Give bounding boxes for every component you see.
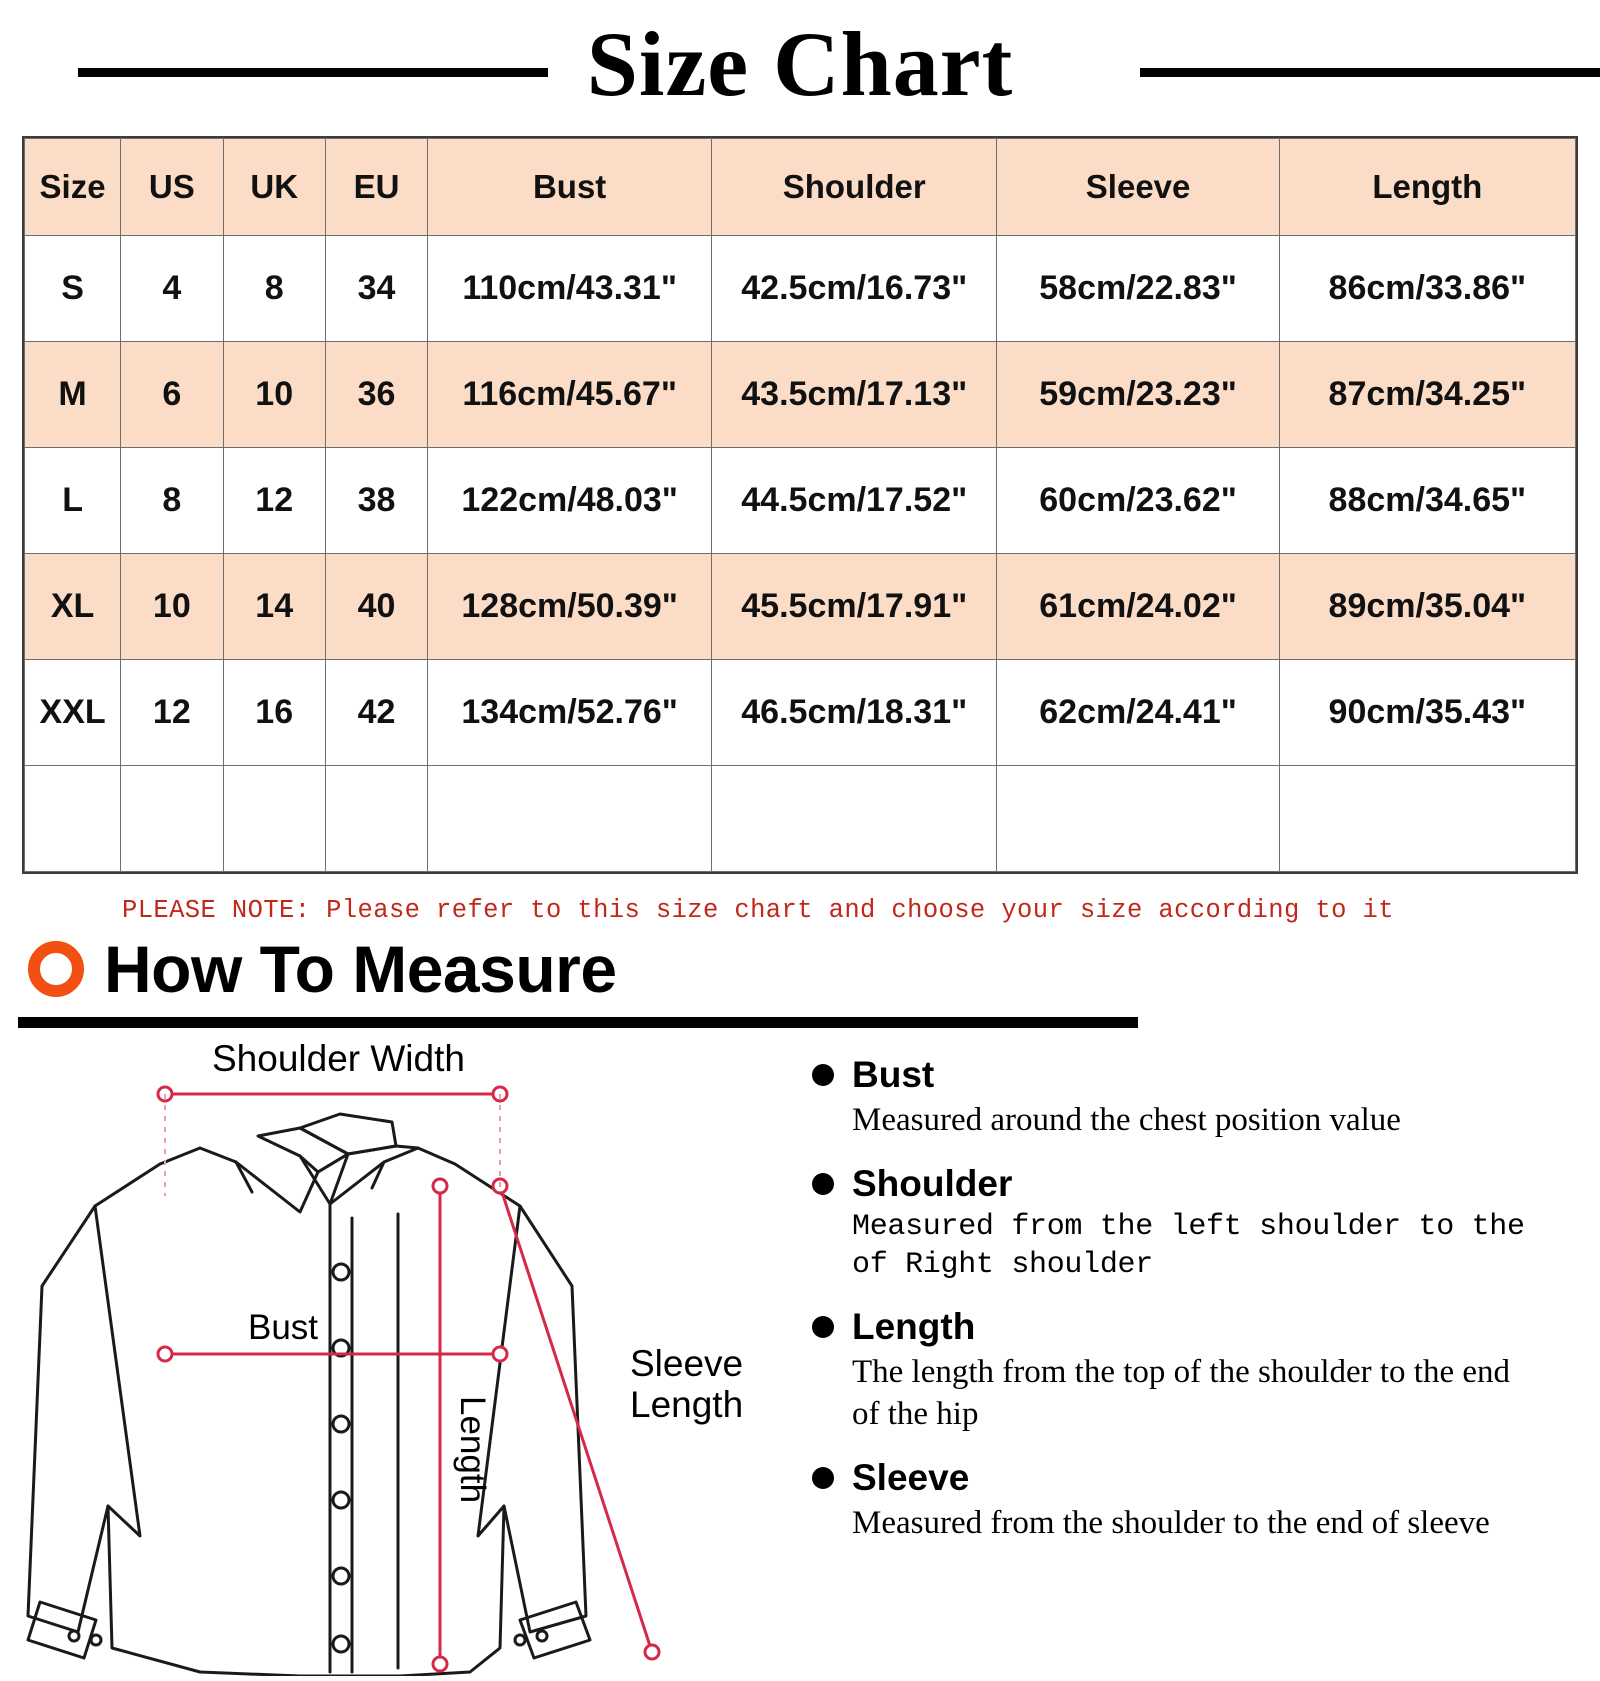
cell-shoulder: 45.5cm/17.91" <box>712 554 997 660</box>
cell-us: 10 <box>121 554 223 660</box>
desc-term-bust: Bust <box>852 1054 935 1095</box>
shirt-measurement-diagram <box>0 1036 800 1676</box>
list-item <box>812 1457 1570 1544</box>
label-shoulder-width: Shoulder Width <box>212 1038 465 1079</box>
circle-bullet-icon <box>28 941 84 997</box>
desc-text-shoulder: Measured from the left shoulder to the of Right shoulder <box>852 1210 1525 1282</box>
desc-term-length: Length <box>852 1306 976 1348</box>
cell-length: 87cm/34.25" <box>1279 342 1575 448</box>
list-item <box>812 1306 1570 1435</box>
table-row <box>25 342 1576 448</box>
table-header-row <box>25 139 1576 236</box>
cell-sleeve: 60cm/23.62" <box>997 448 1279 554</box>
desc-text-length: The length from the top of the shoulder to the end of the hip <box>852 1354 1511 1432</box>
cell-us: 6 <box>121 342 223 448</box>
cell-shoulder: 46.5cm/18.31" <box>712 660 997 766</box>
cell-eu: 38 <box>325 448 427 554</box>
label-sleeve-length <box>630 1344 743 1425</box>
table-row <box>25 236 1576 342</box>
cell-shoulder: 43.5cm/17.13" <box>712 342 997 448</box>
cell-sleeve: 61cm/24.02" <box>997 554 1279 660</box>
cell-sleeve: 62cm/24.41" <box>997 660 1279 766</box>
column-header-size: Size <box>25 139 121 236</box>
cell-eu: 36 <box>325 342 427 448</box>
cell-length: 90cm/35.43" <box>1279 660 1575 766</box>
cell-shoulder: 42.5cm/16.73" <box>712 236 997 342</box>
bullet-dot-icon <box>812 1173 834 1195</box>
desc-head <box>812 1306 1570 1348</box>
strip-cell <box>25 766 121 872</box>
strip-cell <box>712 766 997 872</box>
strip-cell <box>325 766 427 872</box>
strip-cell <box>121 766 223 872</box>
desc-head <box>812 1163 1570 1205</box>
label-sleeve-length-line1: Sleeve <box>630 1343 744 1384</box>
how-to-measure-underline <box>18 1017 1138 1028</box>
how-to-measure-heading: How To Measure <box>104 932 617 1006</box>
table-row <box>25 554 1576 660</box>
table-row <box>25 448 1576 554</box>
cell-length: 88cm/34.65" <box>1279 448 1575 554</box>
how-to-measure-body <box>0 1036 1600 1676</box>
cell-length: 86cm/33.86" <box>1279 236 1575 342</box>
cell-size: XXL <box>25 660 121 766</box>
size-chart-table <box>24 138 1576 872</box>
strip-cell <box>428 766 712 872</box>
measurement-descriptions <box>800 1036 1600 1676</box>
label-sleeve-length-line2: Length <box>630 1383 744 1425</box>
cell-eu: 42 <box>325 660 427 766</box>
desc-text-sleeve: Measured from the shoulder to the end of sleeve <box>852 1504 1490 1541</box>
desc-text-bust: Measured around the chest position value <box>852 1102 1401 1138</box>
label-length: Length <box>453 1396 492 1504</box>
cell-uk: 12 <box>223 448 325 554</box>
how-to-measure-heading-row <box>28 931 1600 1007</box>
table-bottom-strip <box>25 766 1576 872</box>
column-header-bust: Bust <box>428 139 712 236</box>
list-item <box>812 1054 1570 1141</box>
strip-cell <box>223 766 325 872</box>
strip-cell <box>997 766 1279 872</box>
title-rule-left <box>78 68 548 77</box>
cell-uk: 14 <box>223 554 325 660</box>
bullet-dot-icon <box>812 1467 834 1489</box>
page-title-row <box>0 0 1600 128</box>
bullet-dot-icon <box>812 1064 834 1086</box>
strip-cell <box>1279 766 1575 872</box>
cell-size: S <box>25 236 121 342</box>
desc-head <box>812 1457 1570 1499</box>
cell-length: 89cm/35.04" <box>1279 554 1575 660</box>
cell-size: XL <box>25 554 121 660</box>
cell-size: M <box>25 342 121 448</box>
column-header-uk: UK <box>223 139 325 236</box>
cell-sleeve: 58cm/22.83" <box>997 236 1279 342</box>
list-item <box>812 1163 1570 1284</box>
column-header-sleeve: Sleeve <box>997 139 1279 236</box>
cell-us: 12 <box>121 660 223 766</box>
cell-bust: 122cm/48.03" <box>428 448 712 554</box>
cell-bust: 110cm/43.31" <box>428 236 712 342</box>
desc-head <box>812 1054 1570 1096</box>
cell-eu: 40 <box>325 554 427 660</box>
cell-eu: 34 <box>325 236 427 342</box>
bullet-dot-icon <box>812 1316 834 1338</box>
cell-uk: 10 <box>223 342 325 448</box>
please-note-text: PLEASE NOTE: Please refer to this size chart and choose your size according to it <box>122 896 1394 925</box>
cell-bust: 134cm/52.76" <box>428 660 712 766</box>
label-bust: Bust <box>248 1308 319 1347</box>
cell-uk: 16 <box>223 660 325 766</box>
title-rule-right <box>1140 68 1600 77</box>
page-title: Size Chart <box>573 18 1027 110</box>
column-header-shoulder: Shoulder <box>712 139 997 236</box>
column-header-eu: EU <box>325 139 427 236</box>
desc-term-sleeve: Sleeve <box>852 1456 970 1498</box>
size-chart-table-wrapper <box>22 136 1578 874</box>
column-header-us: US <box>121 139 223 236</box>
cell-bust: 116cm/45.67" <box>428 342 712 448</box>
cell-uk: 8 <box>223 236 325 342</box>
cell-us: 8 <box>121 448 223 554</box>
cell-bust: 128cm/50.39" <box>428 554 712 660</box>
cell-us: 4 <box>121 236 223 342</box>
desc-term-shoulder: Shoulder <box>852 1163 1013 1205</box>
table-row <box>25 660 1576 766</box>
cell-size: L <box>25 448 121 554</box>
cell-sleeve: 59cm/23.23" <box>997 342 1279 448</box>
cell-shoulder: 44.5cm/17.52" <box>712 448 997 554</box>
column-header-length: Length <box>1279 139 1575 236</box>
